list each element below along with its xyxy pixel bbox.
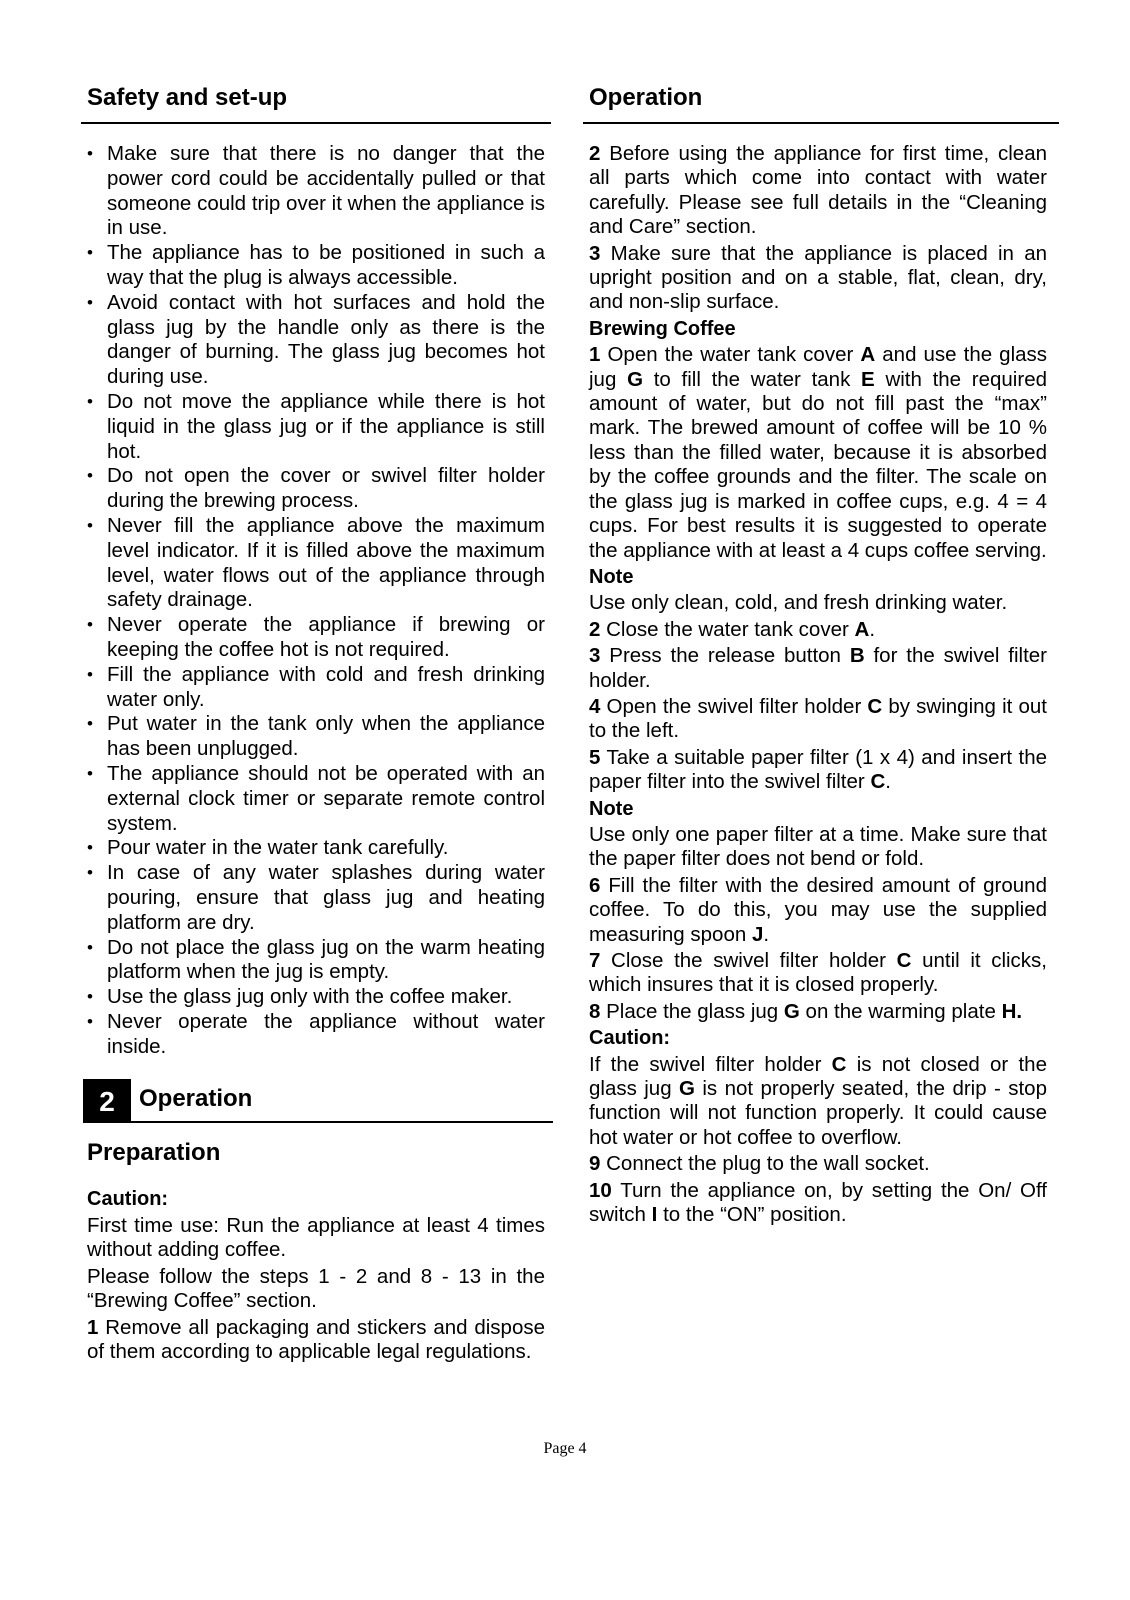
brew-step-6: 6 Fill the filter with the desired amount of ground coffee. To do this, you may use the supplied measuring spoon J. xyxy=(589,873,1047,946)
operation-heading: Operation xyxy=(589,84,703,111)
list-item: • The appliance has to be positioned in such a way that the plug is always accessible. xyxy=(87,241,545,291)
safety-heading: Safety and set-up xyxy=(87,84,288,111)
list-item: • Pour water in the water tank carefully. xyxy=(87,836,545,861)
list-item: • Avoid contact with hot surfaces and hold the glass jug by the handle only as there is the danger of burning. The glass jug becomes hot during use. xyxy=(87,291,545,390)
brew-step-10: 10 Turn the appliance on, by setting the On/ Off switch I to the “ON” position. xyxy=(589,1178,1047,1227)
list-item: • Do not move the appliance while there is hot liquid in the glass jug or if the appliance is still hot. xyxy=(87,390,545,464)
list-item: • The appliance should not be operated with an external clock timer or separate remote control system. xyxy=(87,762,545,836)
brew-step-1: 1 Open the water tank cover A and use the glass jug G to fill the water tank E with the required amount of water, but do not fill past the “max” mark. The brewed amount of coffee will be 10 % less than the filled water, because it is absorbed by the coffee grounds and the filter. The scale on the glass jug is marked in coffee cups, e.g. 4 = 4 cups. For best results it is suggested to operate the appliance with at least a 4 cups coffee serving. xyxy=(589,343,1048,562)
heading-rule xyxy=(81,122,551,124)
caution-text: If the swivel filter holder C is not closed or the glass jug G is not properly seated, the drip - stop function will not function properly. It could cause hot water or hot coffee to overflow. xyxy=(589,1052,1047,1149)
list-item: • Never operate the appliance if brewing or keeping the coffee hot is not required. xyxy=(87,613,545,663)
list-item: • Put water in the tank only when the appliance has been unplugged. xyxy=(87,712,545,762)
preparation-heading: Preparation xyxy=(87,1139,221,1167)
caution-text: Please follow the steps 1 - 2 and 8 - 13 in the “Brewing Coffee” section. xyxy=(87,1264,545,1313)
left-column xyxy=(81,80,551,1366)
list-item: • In case of any water splashes during water pouring, ensure that glass jug and heating platform are dry. xyxy=(87,861,545,935)
step-1: 1 Remove all packaging and stickers and dispose of them according to applicable legal regulations. xyxy=(87,1315,545,1363)
caution-text: First time use: Run the appliance at least 4 times without adding coffee. xyxy=(87,1213,545,1262)
list-item: • Never fill the appliance above the maximum level indicator. If it is filled above the maximum level, water flows out of the appliance through safety drainage. xyxy=(87,514,545,613)
list-item: • Make sure that there is no danger that the power cord could be accidentally pulled or that someone could trip over it when the appliance is in use. xyxy=(87,142,545,241)
note-text: Use only one paper filter at a time. Make sure that the paper filter does not bend or fold. xyxy=(589,822,1047,871)
brew-step-9: 9 Connect the plug to the wall socket. xyxy=(589,1152,930,1176)
prep-step-2: 2 Before using the appliance for first time, clean all parts which come into contact with water carefully. Please see full details in the “Cleaning and Care” section. xyxy=(589,142,1047,239)
caution-label: Caution: xyxy=(589,1027,671,1050)
prep-step-3: 3 Make sure that the appliance is placed in an upright position and on a stable, flat, clean, dry, and non-slip surface. xyxy=(589,241,1047,314)
chapter-header xyxy=(81,1079,551,1123)
page-number: Page 4 xyxy=(543,1440,587,1457)
note-label: Note xyxy=(589,797,634,820)
list-item: • Do not place the glass jug on the warm heating platform when the jug is empty. xyxy=(87,936,545,986)
note-label: Note xyxy=(589,565,634,588)
list-item: • Use the glass jug only with the coffee maker. xyxy=(87,985,545,1010)
chapter-rule xyxy=(83,1121,553,1123)
brew-step-8: 8 Place the glass jug G on the warming plate H. xyxy=(589,999,1023,1023)
list-item: • Do not open the cover or swivel filter holder during the brewing process. xyxy=(87,464,545,514)
right-column xyxy=(583,80,1053,1229)
list-item: • Never operate the appliance without water inside. xyxy=(87,1010,545,1060)
chapter-number-badge: 2 xyxy=(83,1079,131,1123)
note-text: Use only clean, cold, and fresh drinking water. xyxy=(589,591,1008,615)
chapter-title: Operation xyxy=(139,1085,253,1113)
safety-list xyxy=(81,142,551,1059)
brew-step-7: 7 Close the swivel filter holder C until it clicks, which insures that it is closed properly. xyxy=(589,949,1048,997)
brew-step-5: 5 Take a suitable paper filter (1 x 4) and insert the paper filter into the swivel filter C. xyxy=(589,745,1047,794)
brew-step-4: 4 Open the swivel filter holder C by swinging it out to the left. xyxy=(589,694,1047,743)
caution-label: Caution: xyxy=(87,1188,169,1211)
brew-step-2: 2 Close the water tank cover A. xyxy=(589,617,876,641)
step-number: 1 xyxy=(87,1315,99,1339)
list-item: • Fill the appliance with cold and fresh drinking water only. xyxy=(87,663,545,713)
brewing-coffee-label: Brewing Coffee xyxy=(589,317,736,340)
brew-step-3: 3 Press the release button B for the swivel filter holder. xyxy=(589,644,1047,692)
